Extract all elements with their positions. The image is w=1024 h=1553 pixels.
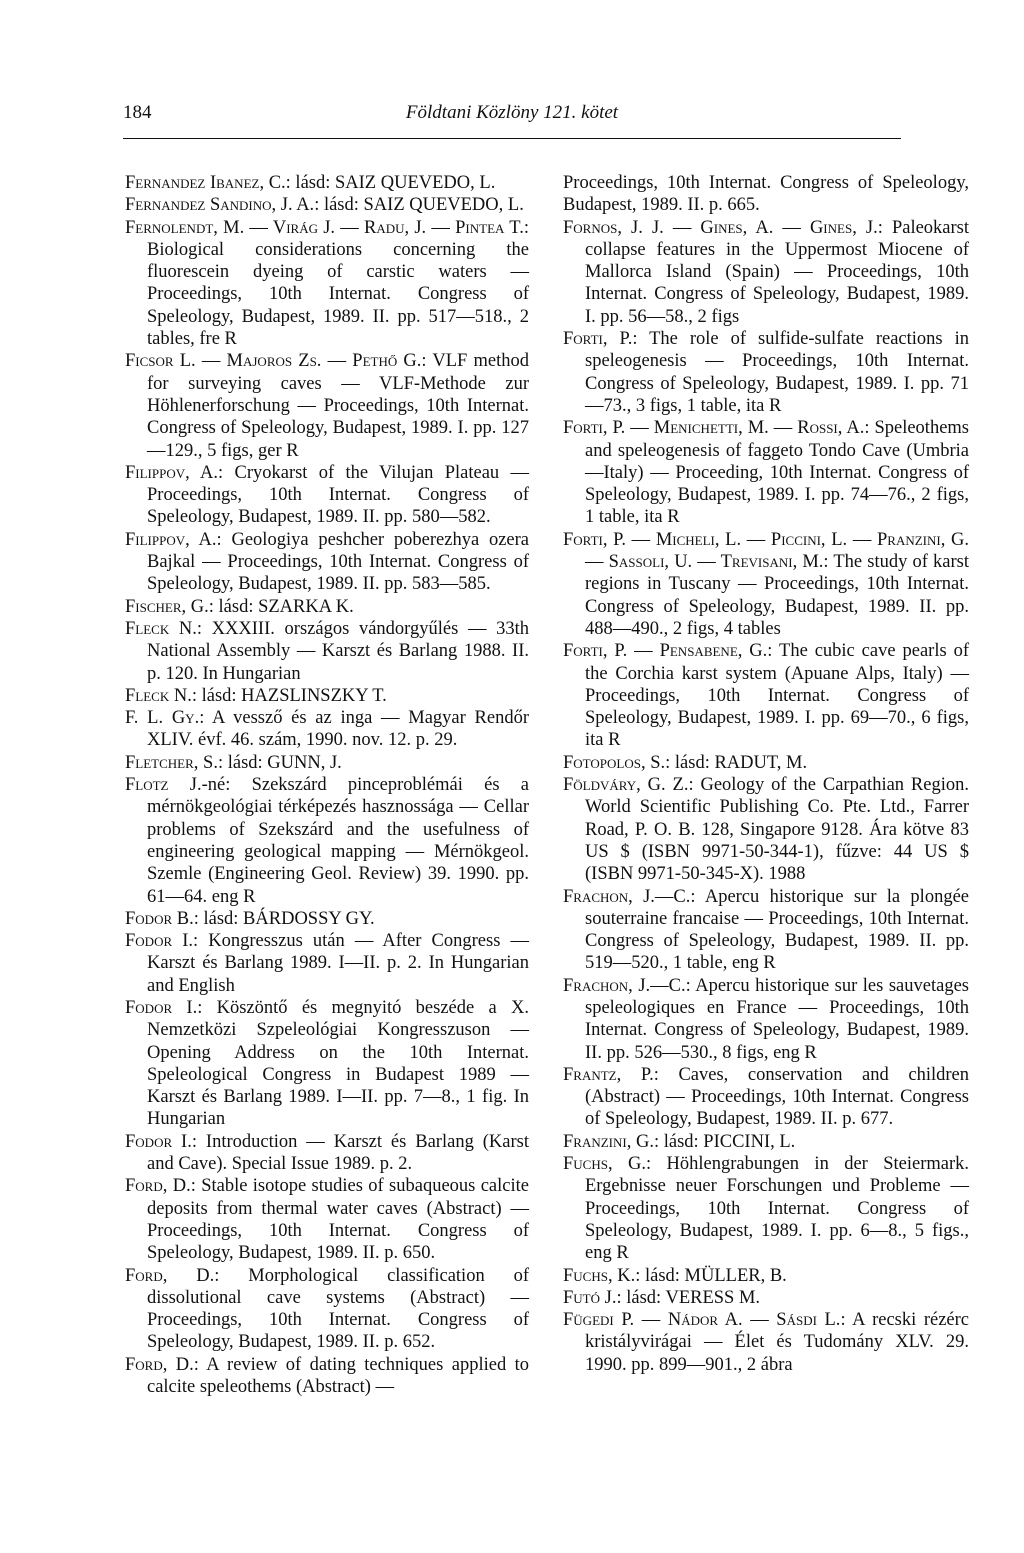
bibliography-entry <box>563 1131 969 1153</box>
bibliography-entry <box>563 172 969 217</box>
entry-author: Fotopolos, S. <box>563 752 666 773</box>
entry-author: Fernandez Sandino, J. A. <box>125 195 315 216</box>
entry-text: : Cryokarst of the Vilujan Plateau — Proceedings, 10th Internat. Congress of Speleology, Budapest, 1989. II. pp. 580—582. <box>147 462 529 528</box>
entry-author: Frachon, J.—C. <box>563 886 691 907</box>
entry-text: : Geology of the Carpathian Region. World Scientific Publishing Co. Pte. Ltd., Farrer Road, P. O. B. 128, Singapore 9128. Ára kötve 83 US $ (ISBN 9971-50-344-1), fűzve: 44 US $ (ISBN 9971-50-345-X). 1988 <box>585 775 969 885</box>
entry-author: Frantz, P. <box>563 1064 654 1085</box>
entry-author: Fernolendt, M. — Virág J. — Radu, J. — Pintea T. <box>125 217 524 238</box>
bibliography-entry <box>125 529 529 596</box>
right-column <box>563 172 969 1376</box>
bibliography-entry <box>563 886 969 975</box>
entry-author: Ford, D. <box>125 1265 215 1286</box>
entry-text: : lásd: VERESS M. <box>616 1287 761 1308</box>
bibliography-entry <box>563 529 969 640</box>
bibliography-entry <box>125 1131 529 1176</box>
entry-author: Fletcher, S. <box>125 752 218 773</box>
entry-author: Fornos, J. J. — Gines, A. — Gines, J. <box>563 217 878 238</box>
bibliography-entry <box>563 1287 969 1309</box>
bibliography-entry <box>125 217 529 351</box>
bibliography-entry <box>563 1265 969 1287</box>
bibliography-entry <box>125 462 529 529</box>
bibliography-entry <box>563 417 969 528</box>
entry-author: Fleck N. <box>125 618 197 639</box>
entry-author: Frachon, J.—C. <box>563 975 686 996</box>
entry-author: Futó J. <box>563 1287 617 1308</box>
entry-author: Forti, P. — Menichetti, M. — Rossi, A. <box>563 418 865 439</box>
entry-author: Forti, P. <box>563 329 633 350</box>
bibliography-entry <box>563 1153 969 1264</box>
entry-text: : Apercu historique sur la plongée souterraine francaise — Proceedings, 10th Internat. Congress of Speleology, Budapest, 1989. II. pp. 519—520., 1 table, eng R <box>585 886 969 974</box>
bibliography-entry <box>125 350 529 461</box>
entry-author: Fodor B. <box>125 908 194 929</box>
entry-author: Forti, P. — Micheli, L. — Piccini, L. — Pranzini, G. — Sassoli, U. — Trevisani, M. <box>563 529 969 573</box>
bibliography-entry <box>125 1265 529 1354</box>
entry-text: : Köszöntő és megnyitó beszéde a X. Nemzetközi Szpeleológiai Kongresszuson — Opening Address on the 10th Internat. Speleological Congress in Budapest 1989 — Karszt és Barlang 1989. I—II. pp. 7—8., 1 fig. In Hungarian <box>147 997 529 1130</box>
entry-text: : A review of dating techniques applied to calcite speleothems (Abstract) — <box>147 1354 529 1398</box>
bibliography-entry <box>563 640 969 751</box>
entry-text: : Paleokarst collapse features in the Uppermost Miocene of Mallorca Island (Spain) — Proceedings, 10th Internat. Congress of Speleology, Budapest, 1989. I. pp. 56—58., 2 figs <box>585 217 970 327</box>
bibliography-entry <box>125 1354 529 1399</box>
bibliography-entry <box>125 1175 529 1264</box>
bibliography-entry <box>125 596 529 618</box>
bibliography-entry <box>563 774 969 885</box>
bibliography-entry <box>125 997 529 1131</box>
bibliography-entry <box>563 752 969 774</box>
entry-text: : The study of karst regions in Tuscany — Proceedings, 10th Internat. Congress of Speleology, Budapest, 1989. II. pp. 488—490., 2 figs, 4 tables <box>585 552 969 639</box>
entry-text: : A recski rézérc kristályvirágai — Élet és Tudomány XLV. 29. 1990. pp. 899—901., 2 ábra <box>585 1310 970 1375</box>
entry-text: Proceedings, 10th Internat. Congress of Speleology, Budapest, 1989. II. p. 665. <box>563 173 969 216</box>
entry-author: Fleck N. <box>125 685 192 706</box>
entry-text: : lásd: PICCINI, L. <box>653 1131 796 1152</box>
entry-text: : A vessző és az inga — Magyar Rendőr XLIV. évf. 46. szám, 1990. nov. 12. p. 29. <box>147 708 529 751</box>
entry-author: Franzini, G. <box>563 1131 654 1152</box>
bibliography-entry <box>563 328 969 417</box>
entry-text: : Caves, conservation and children (Abstract) — Proceedings, 10th Internat. Congress of Speleology, Budapest, 1989. II. p. 677. <box>585 1064 969 1130</box>
bibliography-entry <box>125 752 529 774</box>
bibliography-entry <box>563 217 969 328</box>
bibliography-entry <box>125 774 529 908</box>
entry-text: : lásd: MÜLLER, B. <box>635 1265 787 1286</box>
entry-author: Forti, P. — Pensabene, G. <box>563 641 768 662</box>
entry-text: : Stable isotope studies of subaqueous calcite deposits from thermal water caves (Abstract) — Proceedings, 10th Internat. Congress of Speleology, Budapest, 1989. II. p. 650. <box>147 1176 529 1264</box>
entry-text: : lásd: SAIZ QUEVEDO, L. <box>314 195 524 216</box>
entry-text: -né: Szekszárd pinceproblémái és a mérnökgeológiai térképezés hasznossága — Cellar problems of Szekszárd and the usefulness of engineering geological mapping — Mérnökgeol. Szemle (Engineering Geol. Review) 39. 1990. pp. 61—64. eng R <box>147 775 529 907</box>
entry-text: : lásd: SAIZ QUEVEDO, L. <box>285 173 496 193</box>
entry-text: : Apercu historique sur les sauvetages speleologiques en France — Proceedings, 10th Internat. Congress of Speleology, Budapest, 1989. II. pp. 526—530., 8 figs, eng R <box>585 975 969 1063</box>
entry-author: Fuchs, G. <box>563 1154 646 1175</box>
bibliography-entry <box>563 1064 969 1131</box>
entry-author: Flotz J. <box>125 775 202 796</box>
entry-text: : Biological considerations concerning the fluorescein dyeing of carstic waters — Proceedings, 10th Internat. Congress of Speleology, Budapest, 1989. II. pp. 517—518., 2 tables, fre R <box>147 217 529 350</box>
page-number: 184 <box>123 102 152 123</box>
entry-author: Filippov, A. <box>125 529 217 550</box>
left-column <box>125 172 529 1398</box>
entry-author: Fischer, G. <box>125 596 209 617</box>
entry-text: : lásd: RADUT, M. <box>665 752 808 773</box>
entry-author: Ford, D. <box>125 1354 194 1375</box>
page-header <box>123 98 901 139</box>
entry-text: : The cubic cave pearls of the Corchia karst system (Apuane Alps, Italy) — Proceedings, 10th Internat. Congress of Speleology, Budapest, 1989. I. pp. 69—70., 6 figs, ita R <box>585 641 969 751</box>
entry-author: F. L. Gy. <box>125 708 200 729</box>
entry-text: : lásd: SZARKA K. <box>208 596 354 617</box>
entry-text: : lásd: GUNN, J. <box>217 752 342 773</box>
entry-text: : XXXIII. országos vándorgyűlés — 33th National Assembly — Karszt és Barlang 1988. II. p. 120. In Hungarian <box>147 618 529 684</box>
running-title: Földtani Közlöny 121. kötet <box>405 102 619 123</box>
bibliography-entry <box>563 1309 969 1376</box>
bibliography-entry <box>125 685 529 707</box>
bibliography-entry <box>125 172 529 194</box>
entry-text: : Morphological classification of dissolutional cave systems (Abstract) — Proceedings, 10th Internat. Congress of Speleology, Budapest, 1989. II. p. 652. <box>147 1265 529 1353</box>
entry-author: Fernandez Ibanez, C. <box>125 173 286 193</box>
entry-text: : lásd: BÁRDOSSY GY. <box>193 908 375 929</box>
entry-author: Fügedi P. — Nádor A. — Sásdi L. <box>563 1310 841 1331</box>
bibliography-entry <box>563 975 969 1064</box>
entry-text: : Introduction — Karszt és Barlang (Karst and Cave). Special Issue 1989. p. 2. <box>147 1131 529 1175</box>
entry-author: Földváry, G. Z. <box>563 775 689 796</box>
bibliography-entry <box>125 930 529 997</box>
bibliography-entry <box>125 194 529 216</box>
entry-author: Fodor I. <box>125 1131 192 1152</box>
entry-text: : Höhlengrabungen in der Steiermark. Ergebnisse neuer Forschungen und Probleme — Proceedings, 10th Internat. Congress of Speleology, Budapest, 1989. I. pp. 6—8., 5 figs., eng R <box>585 1154 970 1264</box>
entry-author: Fodor I. <box>125 931 194 952</box>
entry-text: : Speleothems and speleogenesis of faggeto Tondo Cave (Umbria—Italy) — Proceeding, 10th Internat. Congress of Speleology, Budapest, 1989. I. pp. 74—76., 2 figs, 1 table, ita R <box>585 418 969 528</box>
bibliography-entry <box>125 707 529 752</box>
entry-author: Ficsor L. — Majoros Zs. — Pethő G. <box>125 351 422 372</box>
entry-text: : VLF method for surveying caves — VLF-Methode zur Höhlenerforschung — Proceedings, 10th Internat. Congress of Speleology, Budapest, 1989. I. pp. 127—129., 5 figs, ger R <box>147 351 530 461</box>
entry-text: : Kongresszus után — After Congress — Karszt és Barlang 1989. I—II. p. 2. In Hungarian and English <box>147 931 529 996</box>
entry-text: : Geologiya peshcher poberezhya ozera Bajkal — Proceedings, 10th Internat. Congress of Speleology, Budapest, 1989. II. pp. 583—585. <box>147 529 530 595</box>
bibliography-entry <box>125 908 529 930</box>
entry-author: Fodor I. <box>125 997 198 1018</box>
entry-author: Ford, D. <box>125 1176 191 1197</box>
bibliography-entry <box>125 618 529 685</box>
entry-text: : The role of sulfide-sulfate reactions in speleogenesis — Proceedings, 10th Internat. Congress of Speleology, Budapest, 1989. I. pp. 71—73., 3 figs, 1 table, ita R <box>585 329 970 416</box>
entry-author: Fuchs, K. <box>563 1265 636 1286</box>
entry-text: : lásd: HAZSLINSZKY T. <box>191 685 387 706</box>
entry-author: Filippov, A. <box>125 462 219 483</box>
